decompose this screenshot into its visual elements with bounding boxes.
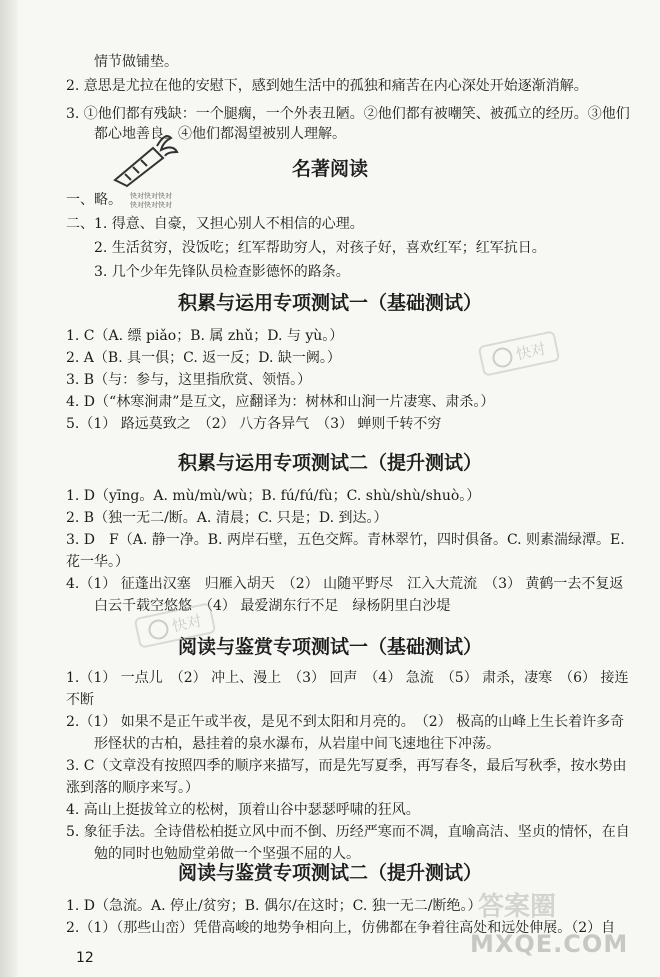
section-heading: 积累与运用专项测试二（提升测试）: [177, 452, 482, 474]
answer-line: 4. 高山上挺拔耸立的松树，顶着山谷中瑟瑟呼啸的狂风。: [66, 802, 420, 818]
answer-line: 3. D F（A. 静一净。B. 两岸石壁，五色交辉。青林翠竹，四时俱备。C. 则素湍绿潭。E.: [66, 532, 625, 548]
answer-line: 不断: [66, 692, 94, 708]
answer-line: 2. B（独一无二/断。A. 清晨；C. 只是；D. 到达。）: [66, 510, 388, 526]
site-watermark: MXQE.COM: [470, 930, 629, 958]
check-icon: [147, 617, 171, 641]
answer-line: 2. A（B. 具一俱；C. 返一反；D. 缺一阙。）: [66, 350, 341, 366]
section-heading: 阅读与鉴赏专项测试一（基础测试）: [177, 636, 482, 658]
answer-line: 白云千载空悠悠 （4） 最爱湖东行不足 绿杨阴里白沙堤: [94, 598, 451, 614]
answer-line: 2. 生活贫穷，没饭吃；红军帮助穷人，对孩子好，喜欢红军；红军抗日。: [94, 240, 546, 256]
stamp-text: 快对快对快对 快对快对快对: [130, 192, 172, 209]
answer-line: 情节做铺垫。: [94, 54, 178, 70]
answer-line: 一、略。: [66, 192, 122, 208]
answer-line: 2. 意思是尤拉在他的安慰下，感到她生活中的孤独和痛苦在内心深处开始逐渐消解。: [66, 78, 588, 94]
answer-line: 二、1. 得意、自豪，又担心别人不相信的心理。: [66, 216, 364, 232]
check-icon: [491, 345, 515, 369]
answer-line: 1. D（yīng。A. mù/mù/wù；B. fú/fú/fù；C. shù/shù/shuò。）: [66, 488, 481, 504]
answer-line: 4.（1） 征蓬出汉塞 归雁入胡天 （2） 山随平野尽 江入大荒流 （3） 黄鹤一去不复返: [66, 576, 624, 592]
answer-line: 5.（1） 路远莫致之 （2） 八方各异气 （3） 蝉则千转不穷: [66, 416, 442, 432]
answer-line: 1. D（急流。A. 停止/贫穷；B. 偶尔/在这时；C. 独一无二/断绝。）: [66, 898, 482, 914]
answer-line: 都心地善良。④他们都渴望被别人理解。: [94, 126, 346, 142]
carrot-stamp-icon: [105, 130, 185, 190]
answer-line: 3. 几个少年先锋队员检查影德怀的路条。: [94, 264, 350, 280]
site-watermark-cn: 答案圈: [478, 892, 557, 922]
watermark-text: 快对: [514, 339, 548, 364]
answer-line: 涨到落的顺序来写。）: [66, 780, 199, 796]
section-heading: 阅读与鉴赏专项测试二（提升测试）: [177, 862, 482, 884]
watermark-text: 快对: [170, 611, 204, 636]
answer-line: 3. C（文章没有按照四季的顺序来描写，而是先写夏季，再写春冬，最后写秋季，按水势由: [66, 758, 627, 774]
page-number: 12: [76, 950, 94, 966]
answer-line: 形怪状的古柏，悬挂着的泉水瀑布，从岩崖中间飞速地往下冲荡。: [94, 736, 500, 752]
answer-line: 1.（1） 一点儿 （2） 冲上、漫上 （3） 回声 （4） 急流 （5） 肃杀，凄寒 （6） 接连: [66, 670, 629, 686]
section-heading: 名著阅读: [291, 158, 368, 180]
answer-line: 2.（1） 如果不是正午或半夜，是见不到太阳和月亮的。 （2） 极高的山峰上生长着许多奇: [66, 714, 625, 730]
answer-line: 1. C（A. 缥 piǎo；B. 属 zhǔ；D. 与 yù。）: [66, 328, 344, 344]
section-heading: 积累与运用专项测试一（基础测试）: [177, 292, 482, 314]
answer-line: 3. ①他们都有残缺：一个腿瘸，一个外表丑陋。②他们都有被嘲笑、被孤立的经历。③他们: [66, 106, 630, 122]
answer-line: 勉的同时也勉励堂弟做一个坚强不屈的人。: [94, 846, 360, 862]
answer-line: 2.（1）（那些山峦）凭借高峻的地势争相向上，仿佛都在争着往高处和远处伸展。（2）自: [66, 920, 616, 936]
answer-line: 4. D（“林寒涧肃”是互文，应翻译为：树林和山涧一片凄寒、肃杀。）: [66, 394, 495, 410]
answer-line: 3. B（与：参与，这里指欣赏、领悟。）: [66, 372, 312, 388]
answer-line: 花一华。）: [66, 554, 129, 570]
answer-line: 5. 象征手法。全诗借松柏挺立风中而不倒、历经严寒而不凋，直喻高洁、坚贞的情怀，在自: [66, 824, 630, 840]
